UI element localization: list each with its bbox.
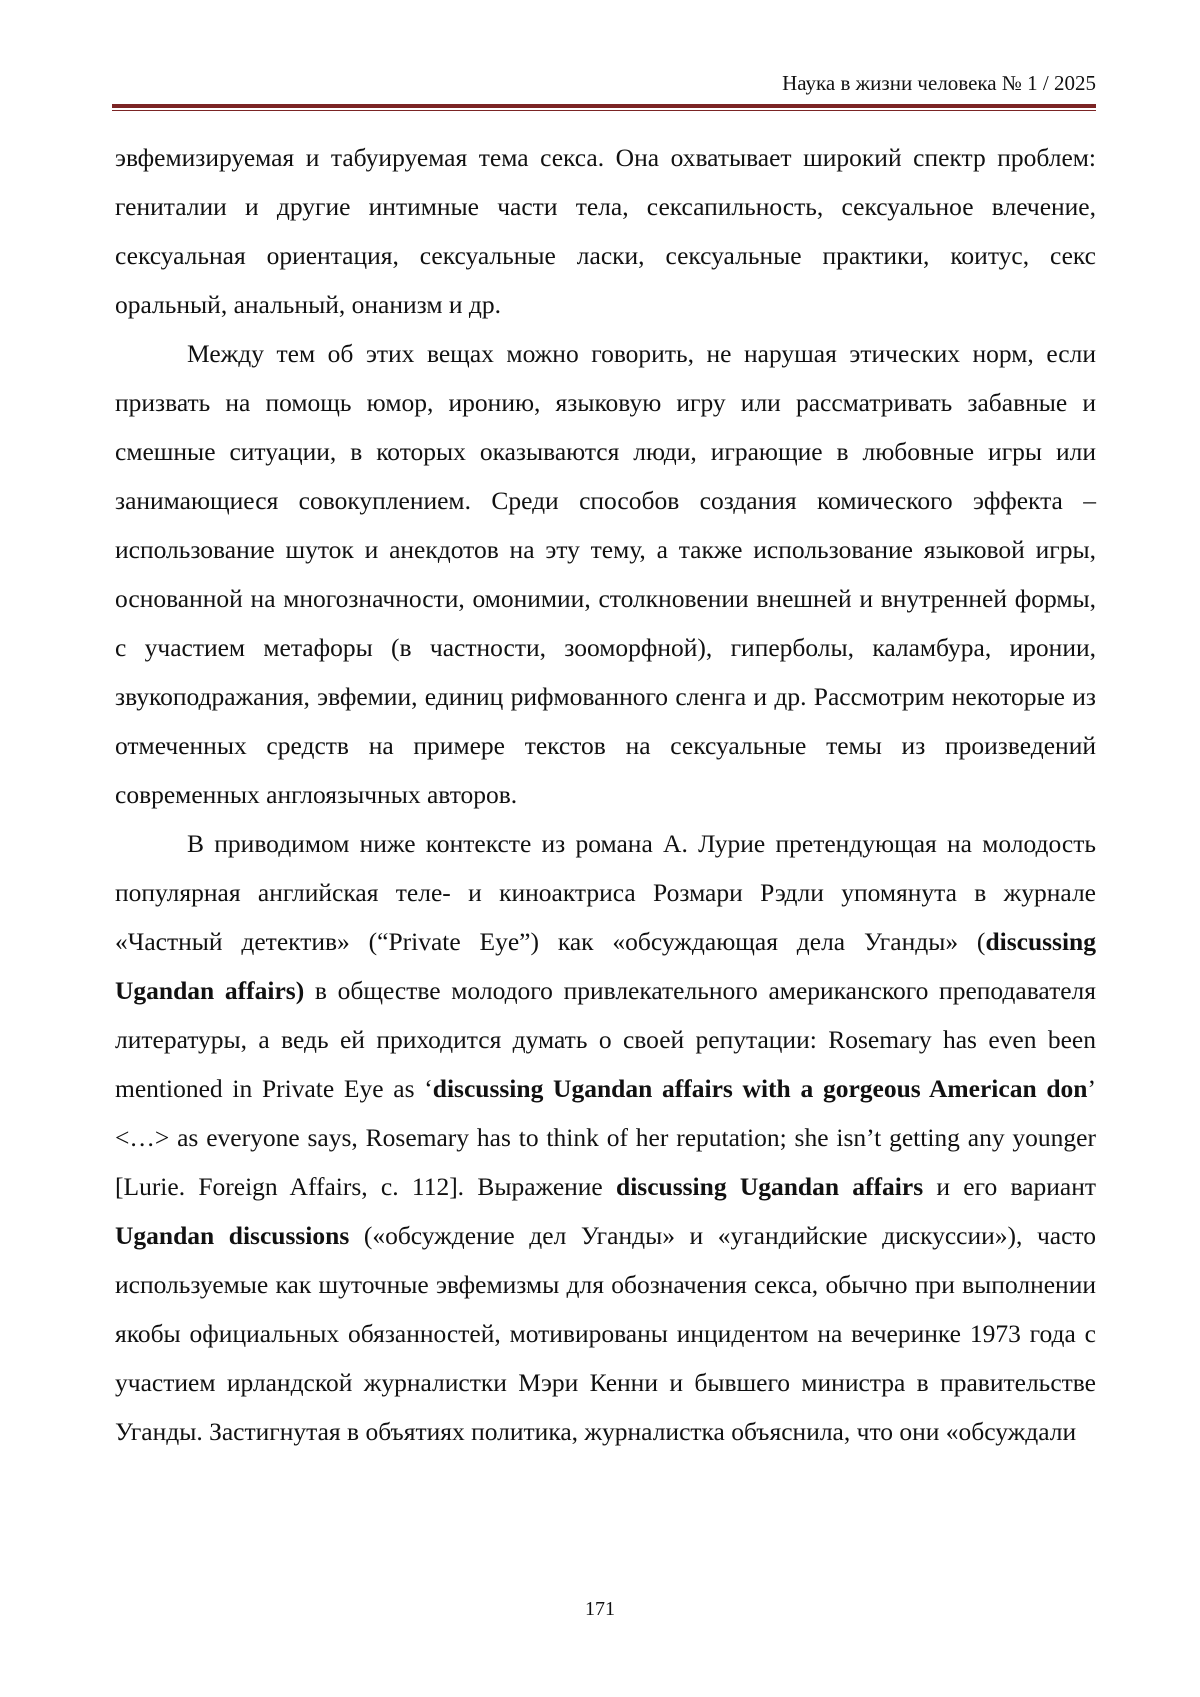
bold-quote: discussing Ugandan affairs with a gorgeous American don bbox=[432, 1074, 1088, 1103]
paragraph-segment: («обсуждение дел Уганды» и «угандийские дискуссии»), часто используемые как шуточные эвфемизмы для обозначения секса, обычно при выполнении якобы официальных обязанностей, мотивированы инцидентом на вечеринке 1973 года с участием ирландской журналистки Мэри Кенни и бывшего министра в правительстве Уганды. Застигнутая в объятиях политика, журналистка объяснила, что они «обсуждали bbox=[115, 1221, 1096, 1446]
paragraph-segment: и его вариант bbox=[923, 1172, 1096, 1201]
bold-term: Ugandan discussions bbox=[115, 1221, 350, 1250]
bold-term: discussing Ugandan affairs bbox=[616, 1172, 924, 1201]
article-body bbox=[115, 133, 1096, 1456]
paragraph-1 bbox=[115, 133, 1096, 329]
paragraph-3 bbox=[115, 819, 1096, 1456]
paragraph-segment: эвфемизируемая и табуируемая тема секса. Она охватывает широкий спектр проблем: гениталии и другие интимные части тела, сексапильность, сексуальное влечение, сексуальная ориентация, сексуальные ласки, сексуальные практики, коитус, секс оральный, анальный, онанизм и др. bbox=[115, 143, 1096, 319]
header-rule-thin bbox=[112, 110, 1096, 111]
journal-title: Наука в жизни человека № 1 / 2025 bbox=[782, 71, 1096, 95]
page-number: 171 bbox=[585, 1598, 615, 1620]
paragraph-segment: В приводимом ниже контексте из романа А. Лурие претендующая на молодость популярная английская теле- и киноактриса Розмари Рэдли упомянута в журнале «Частный детектив» (“Private Eye”) как «обсуждающая дела Уганды» ( bbox=[115, 829, 1096, 956]
paragraph-segment: ’ <…> as everyone says, Rosemary has to think of her reputation; she isn’t getting any younger [Lurie. Foreign Affairs, с. 112]. Выражение bbox=[115, 1074, 1096, 1201]
header-rule bbox=[112, 104, 1096, 108]
running-header bbox=[115, 70, 1096, 96]
paragraph-segment: в обществе молодого привлекательного американского преподавателя литературы, а ведь ей приходится думать о своей репутации: Rosemary has even been mentioned in Private Eye as ‘ bbox=[115, 976, 1096, 1103]
bold-term: discussing Ugandan affairs) bbox=[115, 927, 1096, 1005]
paragraph-2 bbox=[115, 329, 1096, 819]
paragraph-segment: Между тем об этих вещах можно говорить, не нарушая этических норм, если призвать на помощь юмор, иронию, языковую игру или рассматривать забавные и смешные ситуации, в которых оказываются люди, играющие в любовные игры или занимающиеся совокуплением. Среди способов создания комического эффекта – использование шуток и анекдотов на эту тему, а также использование языковой игры, основанной на многозначности, омонимии, столкновении внешней и внутренней формы, с участием метафоры (в частности, зооморфной), гиперболы, каламбура, иронии, звукоподражания, эвфемии, единиц рифмованного сленга и др. Рассмотрим некоторые из отмеченных средств на примере текстов на сексуальные темы из произведений современных англоязычных авторов. bbox=[115, 339, 1096, 809]
